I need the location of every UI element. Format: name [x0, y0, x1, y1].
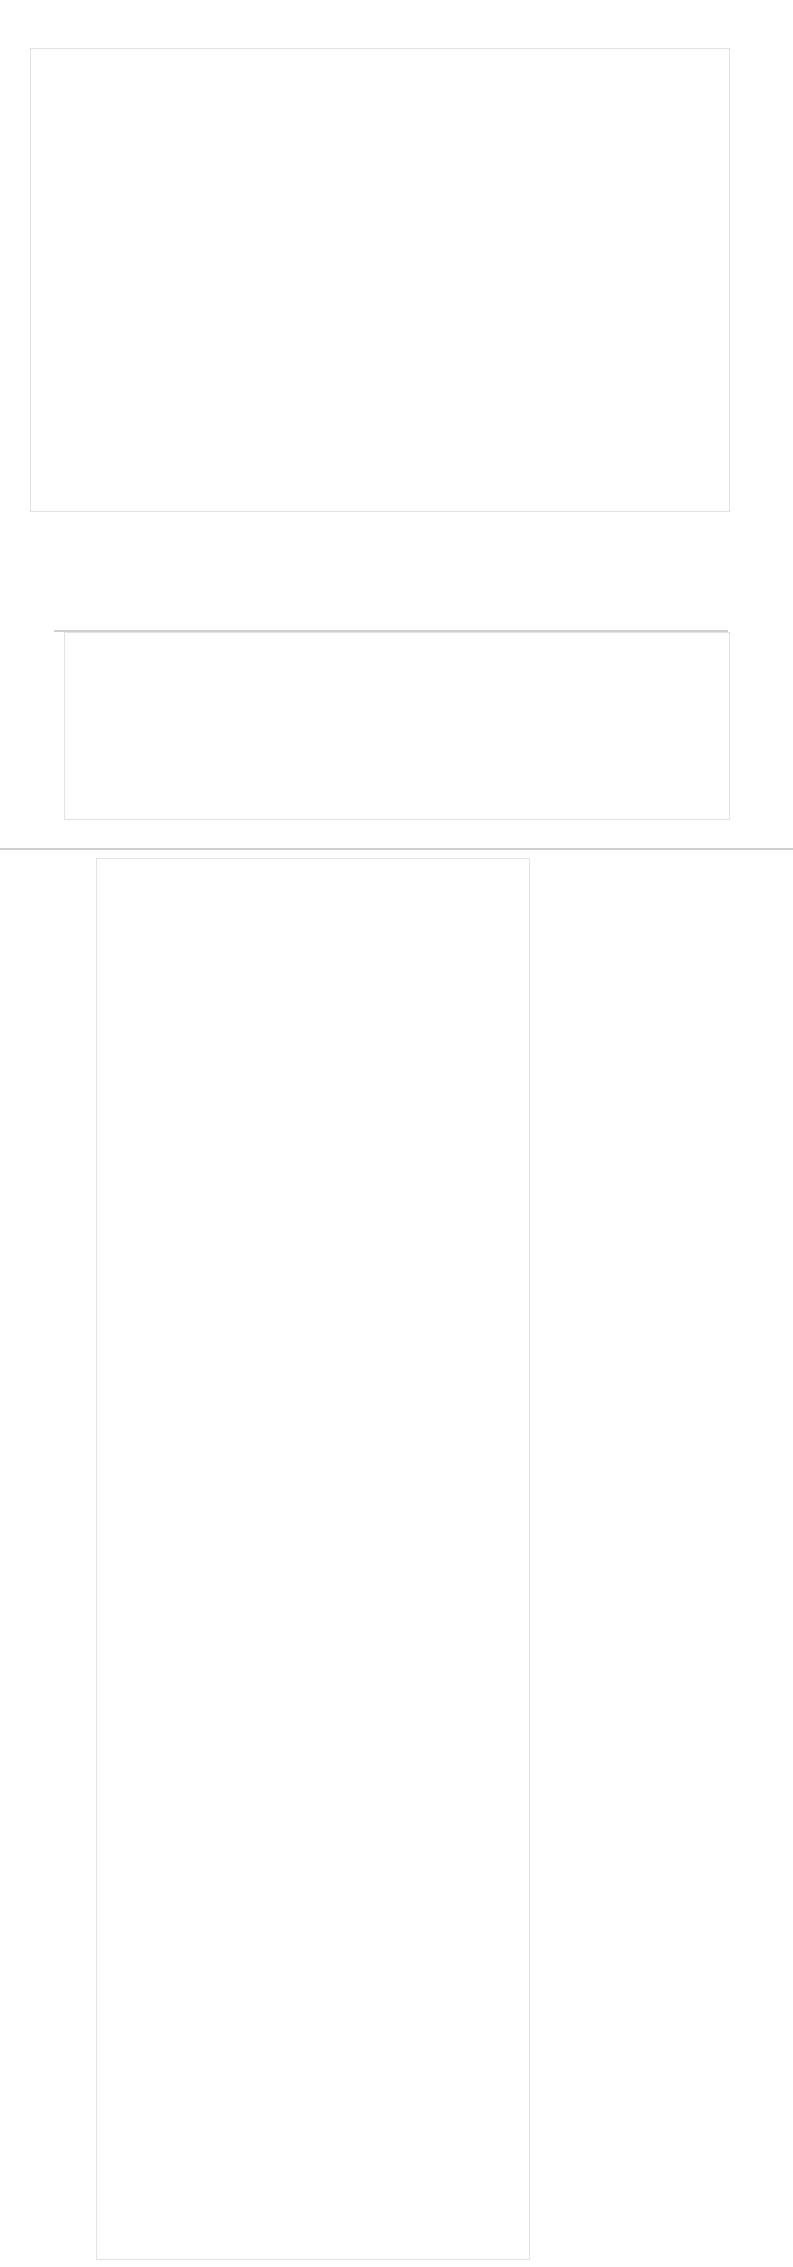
taccounts-card	[96, 858, 530, 2260]
section-divider-2	[0, 848, 793, 850]
adjustments-card	[64, 632, 730, 820]
problem-card	[30, 48, 730, 512]
